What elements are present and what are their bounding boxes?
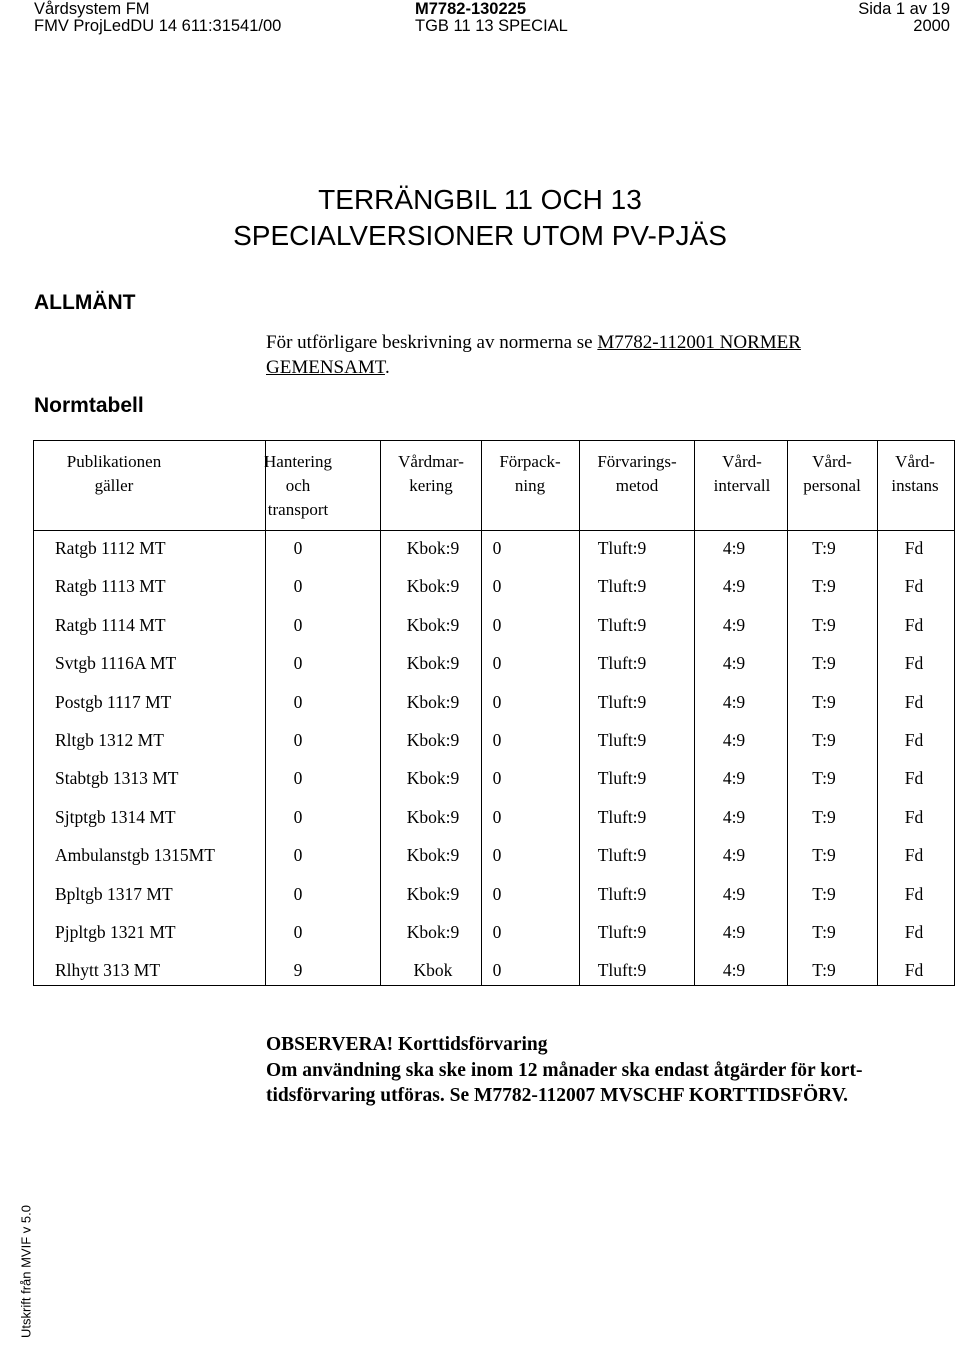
table-cell: 4:9	[722, 960, 746, 981]
table-cell: 0	[293, 768, 303, 789]
page-title-line2: SPECIALVERSIONER UTOM PV-PJÄS	[233, 220, 727, 251]
table-cell: 4:9	[722, 922, 746, 942]
table-cell: 9	[293, 960, 303, 981]
table-cell: Fd	[904, 653, 924, 674]
table-cell: Postgb 1117 MT	[55, 691, 172, 712]
table-cell: 4:9	[722, 691, 746, 712]
table-cell: Kbok	[413, 960, 453, 981]
column-header	[577, 450, 697, 498]
table-cell: 0	[492, 691, 502, 712]
table-cell: Kbok:9	[406, 614, 460, 635]
table-cell: Tluft:9	[597, 576, 647, 597]
table-cell: Stabtgb 1313 MT	[55, 768, 179, 789]
table-cell: 0	[492, 883, 502, 904]
table-cell: Ratgb 1112 MT	[55, 538, 166, 558]
column-header-line: Hantering	[264, 452, 332, 471]
table-cell: 0	[293, 922, 303, 942]
table-cell: Kbok:9	[406, 730, 460, 750]
table-cell: Tluft:9	[597, 691, 647, 712]
table-cell: 0	[293, 691, 303, 712]
table-cell: Ratgb 1114 MT	[55, 614, 166, 635]
table-cell: 4:9	[722, 806, 746, 827]
table-cell: 0	[492, 538, 502, 558]
section-heading-general: ALLMÄNT	[34, 291, 136, 314]
table-cell: 0	[492, 768, 502, 789]
intro-text: För utförligare beskrivning av normerna se	[266, 332, 598, 353]
table-cell: T:9	[812, 960, 836, 981]
table-cell: T:9	[812, 576, 836, 597]
column-header-line: och	[285, 476, 311, 495]
notice-box	[266, 1032, 946, 1109]
table-cell: Kbok:9	[406, 653, 460, 674]
column-header-line: Vård-	[722, 452, 762, 471]
table-cell: T:9	[812, 614, 836, 635]
table-cell: Tluft:9	[597, 730, 647, 750]
header-divider	[34, 530, 954, 531]
header-doc-subject: TGB 11 13 SPECIAL	[415, 17, 568, 35]
intro-paragraph	[266, 330, 906, 380]
table-cell: 0	[293, 730, 303, 750]
table-cell: Tluft:9	[597, 806, 647, 827]
table-cell: 4:9	[722, 845, 746, 866]
table-cell: Fd	[904, 691, 924, 712]
table-cell: T:9	[812, 653, 836, 674]
table-cell: Fd	[904, 845, 924, 866]
table-cell: 4:9	[722, 653, 746, 674]
column-header-line: kering	[409, 476, 453, 495]
table-cell: 4:9	[722, 576, 746, 597]
table-cell: Bpltgb 1317 MT	[55, 883, 173, 904]
table-cell: Kbok:9	[406, 845, 460, 866]
table-cell: 0	[492, 806, 502, 827]
table-cell: Kbok:9	[406, 883, 460, 904]
table-cell: 0	[492, 576, 502, 597]
table-cell: T:9	[812, 883, 836, 904]
intro-text-end: .	[384, 357, 390, 378]
column-header-line: gäller	[94, 476, 134, 495]
table-cell: Rlhytt 313 MT	[55, 960, 161, 981]
table-cell: Tluft:9	[597, 614, 647, 635]
column-header	[54, 450, 174, 498]
table-cell: Kbok:9	[406, 691, 460, 712]
table-cell: Tluft:9	[597, 845, 647, 866]
column-header-line: transport	[267, 500, 329, 519]
table-cell: Kbok:9	[406, 922, 460, 942]
table-cell: T:9	[812, 922, 836, 942]
print-source-note: Utskrift från MVIF v 5.0	[18, 1205, 34, 1338]
table-cell: Tluft:9	[597, 538, 647, 558]
column-header-line: Vård-	[812, 452, 852, 471]
column-header	[238, 450, 358, 522]
table-cell: 4:9	[722, 538, 746, 558]
table-cell: 0	[492, 653, 502, 674]
column-header	[470, 450, 590, 498]
table-cell: Fd	[904, 576, 924, 597]
column-header-line: Vård-	[895, 452, 935, 471]
table-cell: Ratgb 1113 MT	[55, 576, 166, 597]
table-cell: Tluft:9	[597, 883, 647, 904]
column-header-line: Förvarings-	[597, 452, 677, 471]
table-cell: Tluft:9	[597, 960, 647, 981]
table-cell: 4:9	[722, 883, 746, 904]
column-header-line: instans	[891, 476, 939, 495]
table-cell: Fd	[904, 922, 924, 942]
column-divider	[380, 441, 381, 985]
column-header-line: Förpack-	[499, 452, 561, 471]
table-cell: 4:9	[722, 768, 746, 789]
table-cell: T:9	[812, 730, 836, 750]
table-cell: Fd	[904, 883, 924, 904]
table-cell: Fd	[904, 538, 924, 558]
header-project-ref: FMV ProjLedDU 14 611:31541/00	[34, 17, 282, 35]
table-cell: Tluft:9	[597, 768, 647, 789]
table-cell: Kbok:9	[406, 806, 460, 827]
table-cell: Ambulanstgb 1315MT	[55, 845, 215, 866]
page-title-line1: TERRÄNGBIL 11 OCH 13	[318, 184, 642, 215]
table-cell: Kbok:9	[406, 768, 460, 789]
column-header	[855, 450, 960, 498]
table-cell: 0	[492, 960, 502, 981]
table-cell: 0	[492, 730, 502, 750]
column-header-line: personal	[803, 476, 861, 495]
table-cell: 4:9	[722, 730, 746, 750]
table-cell: 0	[492, 922, 502, 942]
table-cell: 0	[293, 883, 303, 904]
table-cell: Pjpltgb 1321 MT	[55, 922, 176, 942]
table-cell: Fd	[904, 730, 924, 750]
table-cell: 0	[293, 806, 303, 827]
table-cell: 0	[293, 576, 303, 597]
column-header-line: Vårdmar-	[398, 452, 464, 471]
table-cell: Svtgb 1116A MT	[55, 653, 177, 674]
table-cell: Kbok:9	[406, 576, 460, 597]
table-cell: T:9	[812, 845, 836, 866]
section-heading-norm-table: Normtabell	[34, 394, 144, 417]
table-cell: Fd	[904, 806, 924, 827]
column-header-line: ning	[514, 476, 546, 495]
table-cell: T:9	[812, 691, 836, 712]
column-header-line: intervall	[713, 476, 771, 495]
norm-table	[33, 440, 955, 986]
notice-text-line2: tidsförvaring utföras. Se M7782-112007 MVSCHF KORTTIDSFÖRV.	[266, 1085, 849, 1106]
table-cell: 0	[293, 653, 303, 674]
header-year: 2000	[913, 17, 950, 35]
column-header-line: Publikationen	[66, 452, 162, 471]
table-cell: 0	[293, 538, 303, 558]
table-cell: Fd	[904, 614, 924, 635]
column-header-line: metod	[615, 476, 659, 495]
norms-reference-link[interactable]: M7782-112001 NORMER GEMENSAMT	[266, 332, 801, 378]
table-cell: Sjtptgb 1314 MT	[55, 806, 176, 827]
table-cell: 4:9	[722, 614, 746, 635]
table-cell: Tluft:9	[597, 922, 647, 942]
header-doc-number: M7782-130225	[415, 0, 527, 18]
table-cell: Tluft:9	[597, 653, 647, 674]
notice-heading: OBSERVERA! Korttidsförvaring	[266, 1034, 548, 1055]
table-cell: Rltgb 1312 MT	[55, 730, 164, 750]
notice-text-line1: Om användning ska ske inom 12 månader ska endast åtgärder för kort-	[266, 1059, 863, 1081]
table-cell: 0	[492, 614, 502, 635]
table-cell: 0	[293, 845, 303, 866]
table-cell: T:9	[812, 768, 836, 789]
table-cell: Fd	[904, 768, 924, 789]
header-page-counter: Sida 1 av 19	[858, 0, 950, 18]
table-cell: T:9	[812, 538, 836, 558]
table-cell: 0	[492, 845, 502, 866]
header-system-name: Vårdsystem FM	[34, 0, 150, 18]
table-cell: Kbok:9	[406, 538, 460, 558]
table-cell: 0	[293, 614, 303, 635]
table-cell: T:9	[812, 806, 836, 827]
table-cell: Fd	[904, 960, 924, 981]
